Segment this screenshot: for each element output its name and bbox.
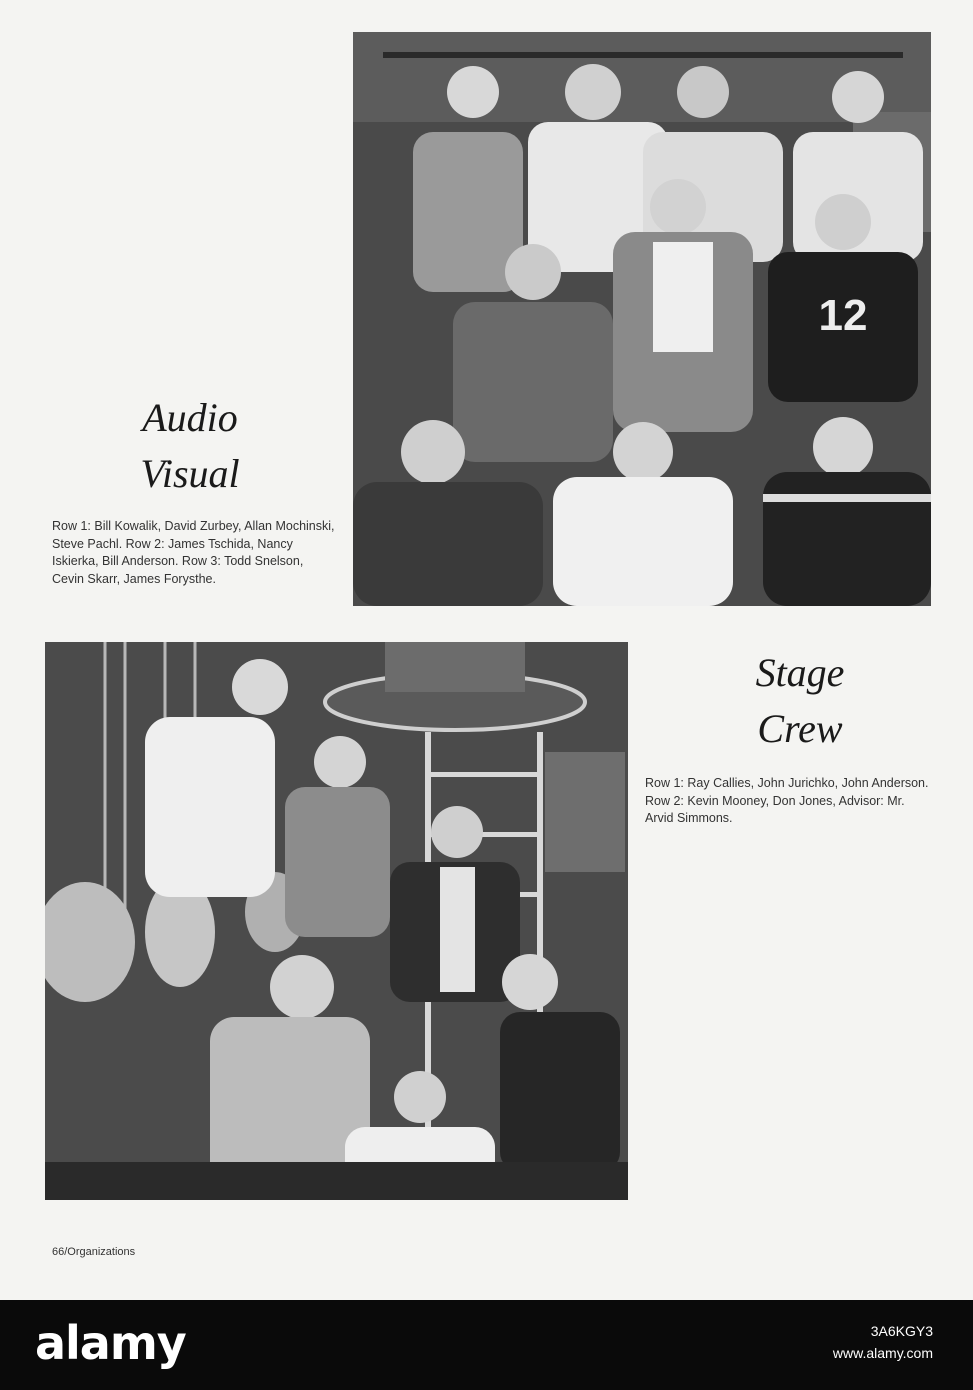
stage-crew-caption: Row 1: Ray Callies, John Jurichko, John Anderson. Row 2: Kevin Mooney, Don Jones, Advisor: Mr. Arvid Simmons. bbox=[645, 776, 929, 825]
stage-crew-heading-line1: Stage bbox=[755, 650, 845, 695]
watermark-bar bbox=[0, 1300, 973, 1390]
stage-crew-heading bbox=[690, 645, 910, 757]
watermark-info bbox=[833, 1320, 933, 1364]
audio-visual-heading-line1: Audio bbox=[142, 395, 238, 440]
audio-visual-photo-art bbox=[353, 32, 931, 606]
audio-visual-caption: Row 1: Bill Kowalik, David Zurbey, Allan Mochinski, Steve Pachl. Row 2: James Tschida, Nancy Iskierka, Bill Anderson. Row 3: Todd Snelson, Cevin Skarr, James Forysthe. bbox=[52, 519, 335, 586]
jersey-number: 12 bbox=[818, 291, 868, 340]
watermark-site: www.alamy.com bbox=[832, 1345, 933, 1361]
watermark-image-id: 3A6KGY3 bbox=[870, 1323, 933, 1339]
audio-visual-photo bbox=[353, 32, 931, 606]
stage-crew-photo-art bbox=[45, 642, 628, 1200]
watermark-logo: alamy bbox=[35, 1316, 186, 1370]
audio-visual-heading-line2: Visual bbox=[140, 451, 240, 496]
stage-crew-photo bbox=[45, 642, 628, 1200]
audio-visual-heading bbox=[100, 390, 280, 502]
page-footer: 66/Organizations bbox=[52, 1246, 136, 1258]
stage-crew-heading-line2: Crew bbox=[757, 706, 843, 751]
